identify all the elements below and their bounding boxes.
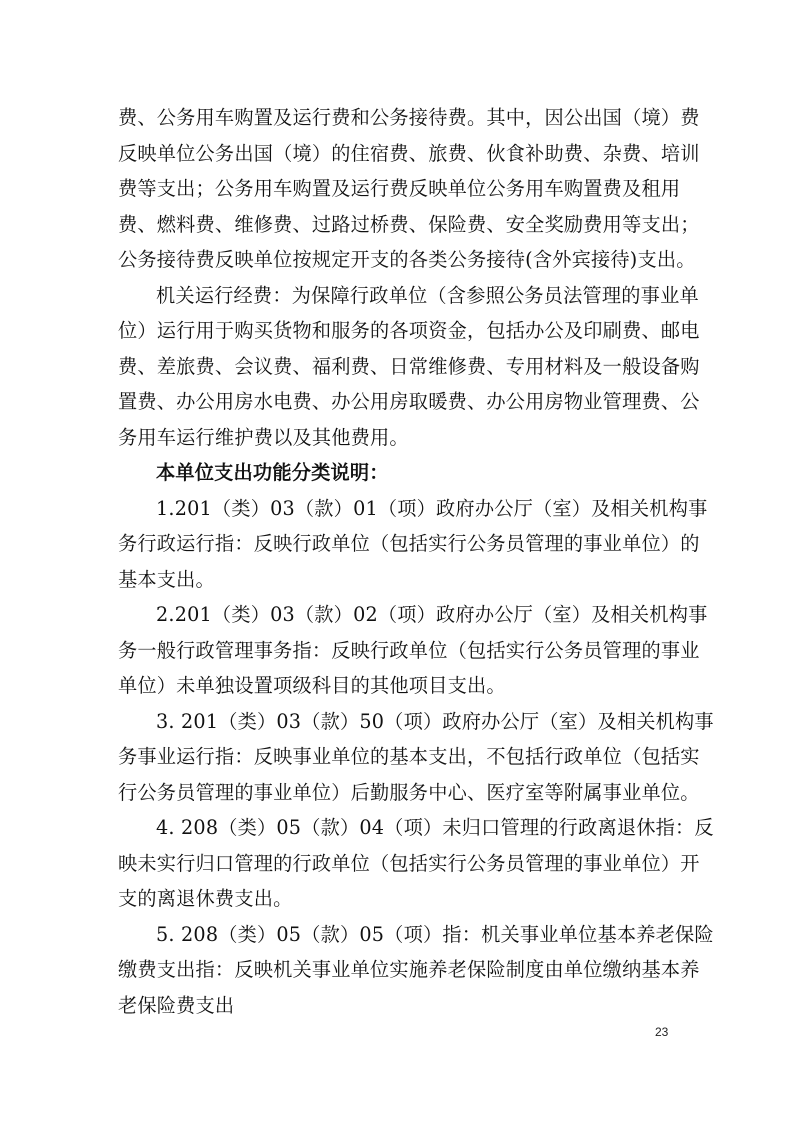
- paragraph: [118, 491, 708, 598]
- paragraph: [118, 597, 708, 704]
- text-line: 本单位支出功能分类说明：: [156, 461, 389, 484]
- page-number: 23: [655, 1025, 669, 1039]
- text-line: 单位）未单独设置项级科目的其他项目支出。: [118, 674, 506, 697]
- text-line: 费等支出；公务用车购置及运行费反映单位公务用车购置费及租用: [118, 177, 681, 200]
- paragraph: [118, 810, 714, 917]
- paragraph: [118, 278, 700, 456]
- text-line: 置费、办公用房水电费、办公用房取暖费、办公用房物业管理费、公: [118, 390, 700, 413]
- text-line: 费、燃料费、维修费、过路过桥费、保险费、安全奖励费用等支出；: [118, 212, 700, 236]
- text-line: 映未实行归口管理的行政单位（包括实行公务员管理的事业单位）开: [118, 851, 700, 875]
- text-line: 费、公务用车购置及运行费和公务接待费。其中，因公出国（境）费: [118, 106, 700, 129]
- text-line: 1.201（类）03（款）01（项）政府办公厅（室）及相关机构事: [156, 496, 708, 520]
- text-line: 5. 208（类）05（款）05（项）指：机关事业单位基本养老保险: [156, 922, 714, 946]
- text-line: 老保险费支出: [118, 993, 235, 1017]
- text-line: 费、差旅费、会议费、福利费、日常维修费、专用材料及一般设备购: [118, 354, 700, 378]
- section-heading: [118, 455, 678, 491]
- text-line: 务用车运行维护费以及其他费用。: [118, 425, 409, 449]
- text-line: 3. 201（类）03（款）50（项）政府办公厅（室）及相关机构事: [156, 709, 714, 733]
- text-line: 4. 208（类）05（款）04（项）未归口管理的行政离退休指：反: [156, 816, 714, 839]
- text-line: 务一般行政管理事务指：反映行政单位（包括实行公务员管理的事业: [118, 638, 700, 662]
- text-line: 机关运行经费：为保障行政单位（含参照公务员法管理的事业单: [156, 283, 699, 307]
- text-line: 缴费支出指：反映机关事业单位实施养老保险制度由单位缴纳基本养: [118, 958, 700, 981]
- paragraph: [118, 917, 714, 1024]
- document-body: [118, 100, 714, 1023]
- text-line: 公务接待费反映单位按规定开支的各类公务接待(含外宾接待)支出。: [118, 248, 696, 271]
- text-line: 位）运行用于购买货物和服务的各项资金，包括办公及印刷费、邮电: [118, 319, 700, 342]
- text-line: 务事业运行指：反映事业单位的基本支出，不包括行政单位（包括实: [118, 745, 700, 768]
- text-line: 反映单位公务出国（境）的住宿费、旅费、伙食补助费、杂费、培训: [118, 141, 700, 165]
- text-line: 务行政运行指：反映行政单位（包括实行公务员管理的事业单位）的: [118, 532, 700, 555]
- paragraph: [118, 100, 700, 278]
- text-line: 行公务员管理的事业单位）后勤服务中心、医疗室等附属事业单位。: [118, 780, 700, 804]
- paragraph: [118, 704, 714, 811]
- text-line: 基本支出。: [118, 567, 215, 591]
- text-line: 2.201（类）03（款）02（项）政府办公厅（室）及相关机构事: [156, 603, 708, 626]
- text-line: 支的离退休费支出。: [118, 887, 293, 910]
